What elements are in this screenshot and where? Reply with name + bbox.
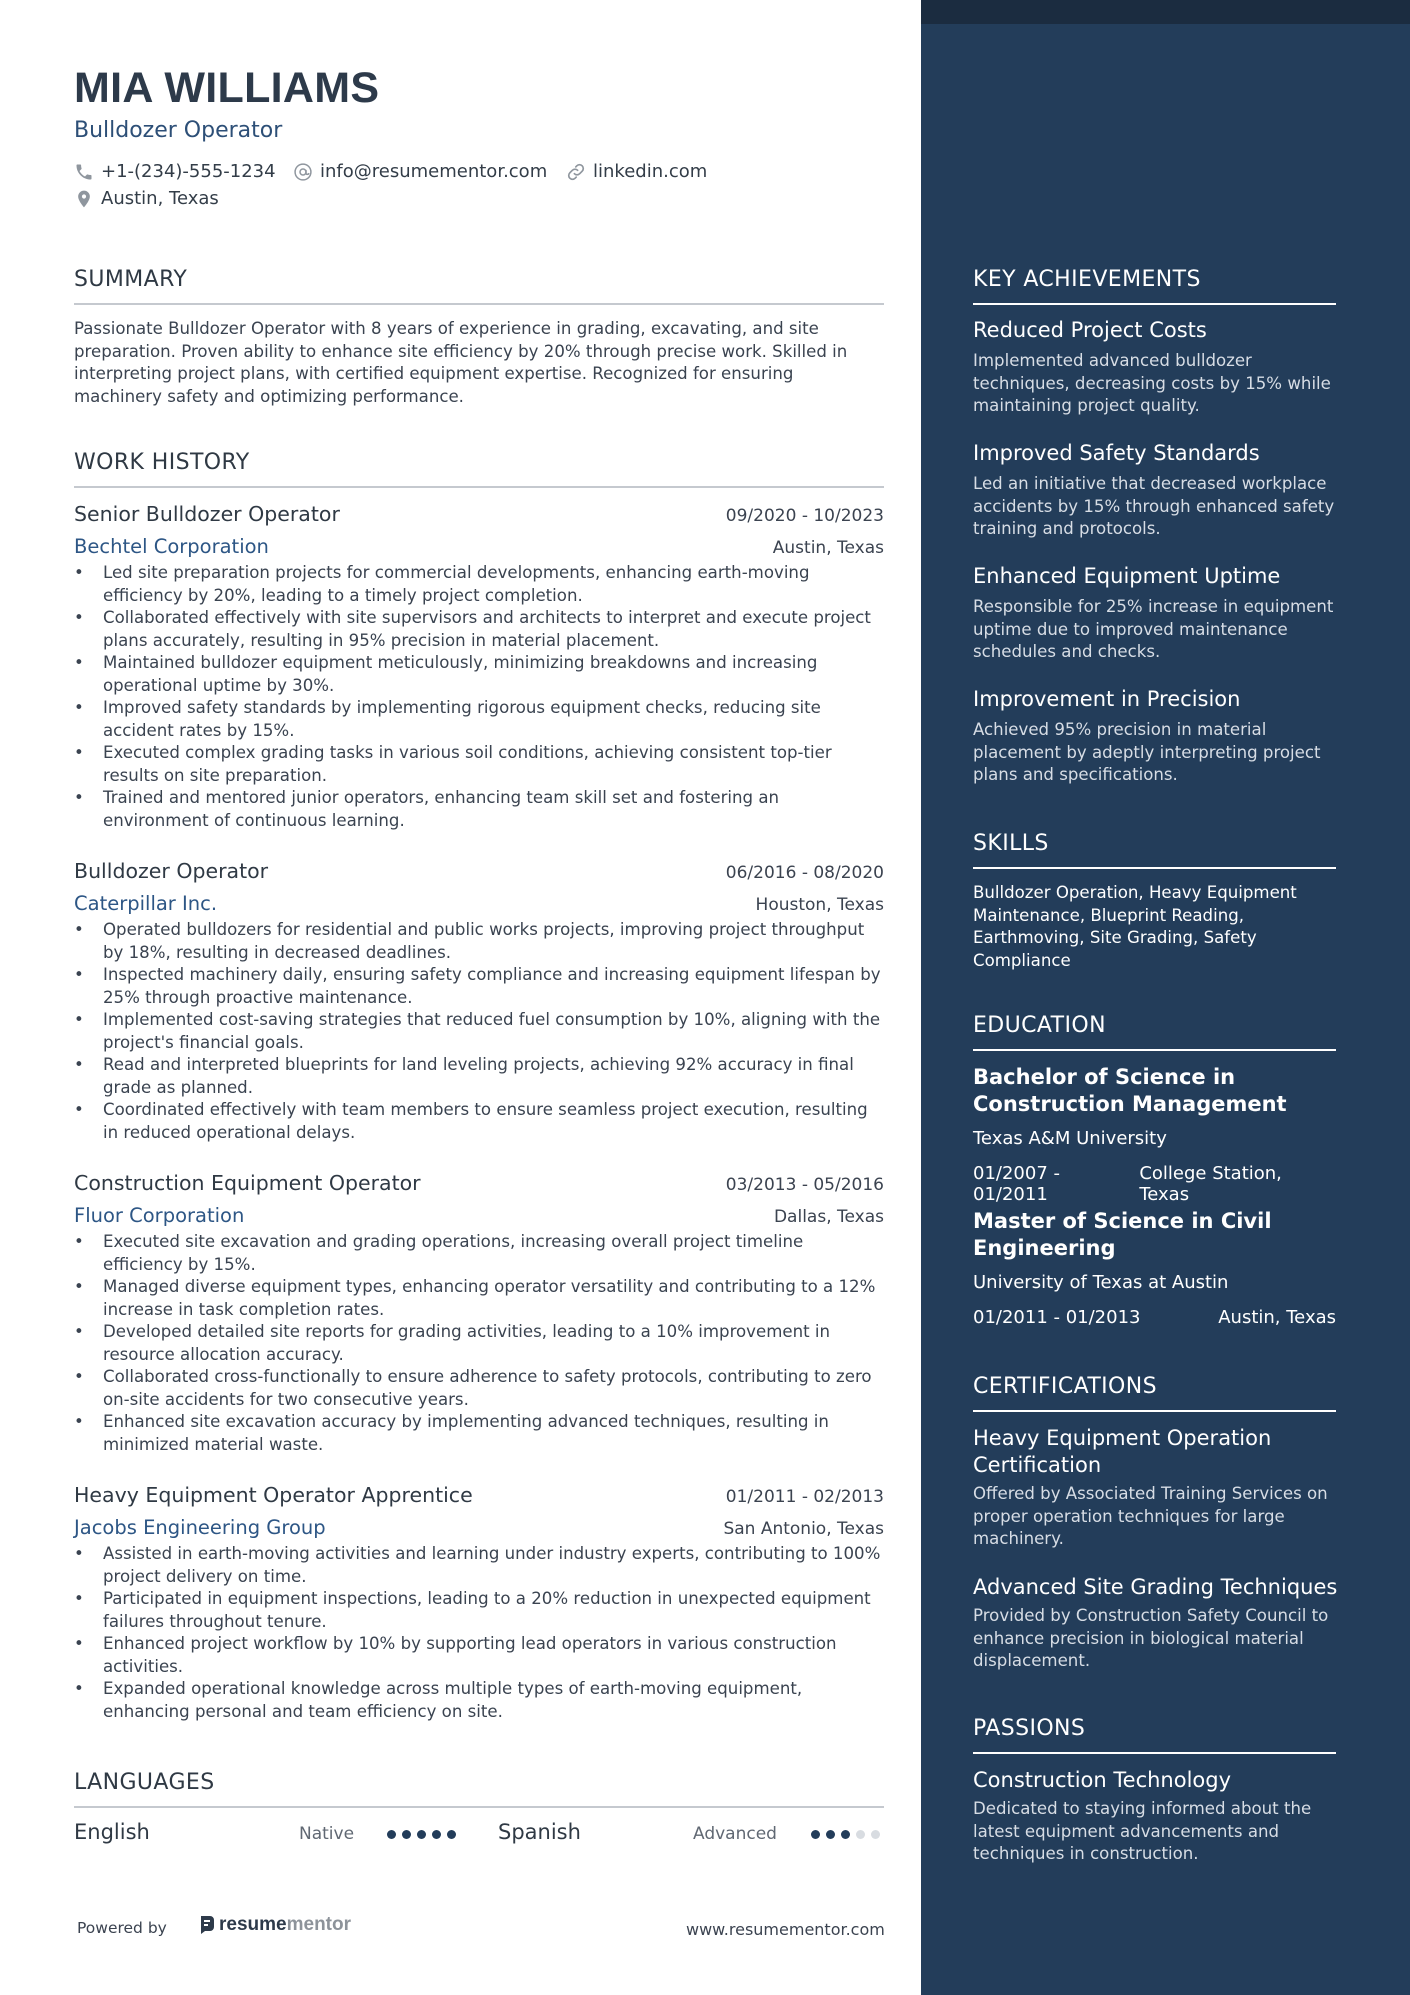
achievement-item: [973, 686, 1343, 787]
work-history-heading: WORK HISTORY: [74, 450, 884, 488]
rating-dots: [811, 1830, 880, 1839]
summary-text: Passionate Bulldozer Operator with 8 years of experience in grading, excavating, and site preparation. Proven ability to enhance site efficiency by 20% through precise work. Skilled in interpreting project plans, with certified equipment expertise. Recognized for ensuring machinery safety and optimizing performance.: [74, 319, 848, 406]
job-title: Heavy Equipment Operator Apprentice: [74, 1483, 473, 1507]
job-bullet: • Collaborated cross-functionally to ensure adherence to safety protocols, contributing to zero on-site accidents for two consecutive years.: [74, 1366, 884, 1411]
certification-item: [973, 1425, 1333, 1551]
education-dates: 01/2007 - 01/2011: [973, 1163, 1060, 1205]
education-degree: Master of Science in Civil Engineering: [973, 1209, 1272, 1260]
certification-title: Heavy Equipment Operation Certification: [973, 1426, 1272, 1477]
contact-location: [74, 188, 219, 209]
job-bullets: [74, 1231, 884, 1456]
education-location: College Station, Texas: [1139, 1163, 1282, 1205]
passions-heading: PASSIONS: [973, 1716, 1336, 1754]
rating-dot-filled: [432, 1830, 441, 1839]
education-heading: EDUCATION: [973, 1013, 1336, 1051]
job-bullets: [74, 1543, 884, 1723]
language-name: English: [74, 1820, 150, 1844]
job-bullet: • Enhanced site excavation accuracy by implementing advanced techniques, resulting in minimized material waste.: [74, 1411, 884, 1456]
candidate-role: Bulldozer Operator: [74, 118, 283, 143]
contact-linkedin[interactable]: [566, 161, 707, 182]
job-entry: [74, 859, 884, 1144]
language-rating: [387, 1830, 456, 1839]
achievement-text: Achieved 95% precision in material placement by adeptly interpreting project plans and specifications.: [973, 720, 1321, 784]
job-entry: [74, 1171, 884, 1456]
phone-icon: [74, 162, 94, 182]
job-bullet: • Improved safety standards by implementing rigorous equipment checks, reducing site accident rates by 15%.: [74, 697, 884, 742]
logo-text-mentor: mentor: [286, 1914, 352, 1935]
achievement-title: Reduced Project Costs: [973, 318, 1207, 342]
job-bullets: [74, 919, 884, 1144]
achievement-item: [973, 317, 1343, 418]
job-dates: 01/2011 - 02/2013: [725, 1487, 884, 1507]
passion-text: Dedicated to staying informed about the latest equipment advancements and techniques in construction.: [973, 1799, 1312, 1863]
rating-dot-empty: [856, 1830, 865, 1839]
skills-text: Bulldozer Operation, Heavy Equipment Maintenance, Blueprint Reading, Earthmoving, Site Grading, Safety Compliance: [973, 883, 1297, 970]
language-item: [74, 1820, 150, 1844]
job-location: Austin, Texas: [772, 538, 884, 558]
education-location: Austin, Texas: [1218, 1307, 1336, 1328]
job-bullet: • Participated in equipment inspections, leading to a 20% reduction in unexpected equipment failures throughout tenure.: [74, 1588, 884, 1633]
job-dates: 06/2016 - 08/2020: [725, 863, 884, 883]
job-bullet: • Inspected machinery daily, ensuring safety compliance and increasing equipment lifespan by 25% through proactive maintenance.: [74, 964, 884, 1009]
job-bullet: • Expanded operational knowledge across multiple types of earth-moving equipment, enhancing personal and team efficiency on site.: [74, 1678, 884, 1723]
rating-dot-filled: [811, 1830, 820, 1839]
education-school: Texas A&M University: [973, 1128, 1167, 1149]
rating-dot-filled: [841, 1830, 850, 1839]
education-item: [973, 1064, 1336, 1205]
location-text: Austin, Texas: [101, 188, 219, 209]
certification-text: Provided by Construction Safety Council to enhance precision in biological material displacement.: [973, 1606, 1329, 1670]
logo-text-resume: resume: [219, 1914, 287, 1935]
resumementor-logo[interactable]: [199, 1914, 351, 1936]
education-school: University of Texas at Austin: [973, 1272, 1229, 1293]
job-bullet: • Collaborated effectively with site supervisors and architects to interpret and execute project plans accurately, resulting in 95% precision in material placement.: [74, 607, 884, 652]
job-location: San Antonio, Texas: [723, 1519, 884, 1539]
job-title: Construction Equipment Operator: [74, 1171, 421, 1195]
achievement-title: Improved Safety Standards: [973, 441, 1260, 465]
candidate-name: MIA WILLIAMS: [74, 64, 380, 112]
job-bullet: • Executed site excavation and grading operations, increasing overall project timeline efficiency by 15%.: [74, 1231, 884, 1276]
certification-item: [973, 1574, 1343, 1673]
rating-dot-empty: [871, 1830, 880, 1839]
language-name: Spanish: [498, 1820, 581, 1844]
email-text: info@resumementor.com: [320, 161, 548, 182]
job-bullet: • Operated bulldozers for residential and public works projects, improving project throughput by 18%, resulting in decreased deadlines.: [74, 919, 884, 964]
achievements-heading: KEY ACHIEVEMENTS: [973, 267, 1336, 305]
job-dates: 09/2020 - 10/2023: [725, 506, 884, 526]
job-title: Bulldozer Operator: [74, 859, 269, 883]
job-location: Houston, Texas: [755, 895, 884, 915]
job-bullet: • Enhanced project workflow by 10% by supporting lead operators in various construction activities.: [74, 1633, 884, 1678]
achievement-text: Responsible for 25% increase in equipment uptime due to improved maintenance schedules and checks.: [973, 597, 1334, 661]
job-title: Senior Bulldozer Operator: [74, 502, 340, 526]
education-dates: 01/2011 - 01/2013: [973, 1307, 1141, 1328]
language-level: Advanced: [693, 1824, 777, 1844]
job-company: Caterpillar Inc.: [74, 892, 218, 915]
contact-phone[interactable]: [74, 161, 276, 182]
rating-dot-filled: [826, 1830, 835, 1839]
rating-dot-filled: [417, 1830, 426, 1839]
job-bullet: • Developed detailed site reports for grading activities, leading to a 10% improvement in resource allocation accuracy.: [74, 1321, 884, 1366]
education-item: [973, 1208, 1336, 1328]
rating-dots: [387, 1830, 456, 1839]
job-company: Bechtel Corporation: [74, 535, 269, 558]
achievement-title: Enhanced Equipment Uptime: [973, 564, 1281, 588]
linkedin-text: linkedin.com: [593, 161, 708, 182]
contact-email[interactable]: [293, 161, 547, 182]
language-level-wrap: [693, 1824, 777, 1844]
job-bullets: [74, 562, 884, 832]
language-level: Native: [299, 1824, 355, 1844]
powered-by-label: Powered by: [77, 1919, 167, 1937]
rating-dot-filled: [402, 1830, 411, 1839]
education-degree: Bachelor of Science in Construction Management: [973, 1065, 1287, 1116]
job-bullet: • Read and interpreted blueprints for land leveling projects, achieving 92% accuracy in final grade as planned.: [74, 1054, 884, 1099]
logo-mark-icon: [199, 1915, 215, 1935]
footer-website-link[interactable]: www.resumementor.com: [686, 1920, 885, 1939]
job-bullet: • Executed complex grading tasks in various soil conditions, achieving consistent top-tier results on site preparation.: [74, 742, 884, 787]
job-bullet: • Maintained bulldozer equipment meticulously, minimizing breakdowns and increasing operational uptime by 30%.: [74, 652, 884, 697]
at-sign-icon: [293, 162, 313, 182]
job-entry: [74, 1483, 884, 1723]
achievement-item: [973, 440, 1343, 541]
job-company: Fluor Corporation: [74, 1204, 245, 1227]
languages-heading: LANGUAGES: [74, 1770, 884, 1808]
rating-dot-filled: [447, 1830, 456, 1839]
job-bullet: • Coordinated effectively with team members to ensure seamless project execution, resulting in reduced operational delays.: [74, 1099, 884, 1144]
certification-title: Advanced Site Grading Techniques: [973, 1575, 1338, 1599]
language-item: [498, 1820, 581, 1844]
achievement-text: Implemented advanced bulldozer techniques, decreasing costs by 15% while maintaining project quality.: [973, 351, 1331, 415]
summary-heading: SUMMARY: [74, 267, 884, 305]
passion-item: [973, 1767, 1343, 1866]
achievement-title: Improvement in Precision: [973, 687, 1241, 711]
passion-title: Construction Technology: [973, 1768, 1232, 1792]
job-location: Dallas, Texas: [773, 1207, 884, 1227]
achievement-item: [973, 563, 1343, 664]
job-bullet: • Trained and mentored junior operators, enhancing team skill set and fostering an environment of continuous learning.: [74, 787, 884, 832]
job-company: Jacobs Engineering Group: [74, 1516, 326, 1539]
job-bullet: • Assisted in earth-moving activities and learning under industry experts, contributing to 100% project delivery on time.: [74, 1543, 884, 1588]
job-bullet: • Implemented cost-saving strategies that reduced fuel consumption by 10%, aligning with the project's financial goals.: [74, 1009, 884, 1054]
job-dates: 03/2013 - 05/2016: [725, 1175, 884, 1195]
language-level-wrap: [299, 1824, 354, 1844]
achievement-text: Led an initiative that decreased workplace accidents by 15% through enhanced safety training and protocols.: [973, 474, 1335, 538]
job-bullet: • Led site preparation projects for commercial developments, enhancing earth-moving efficiency by 20%, leading to a timely project completion.: [74, 562, 884, 607]
map-pin-icon: [74, 189, 94, 209]
job-bullet: • Managed diverse equipment types, enhancing operator versatility and contributing to a 12% increase in task completion rates.: [74, 1276, 884, 1321]
skills-heading: SKILLS: [973, 831, 1336, 869]
rating-dot-filled: [387, 1830, 396, 1839]
link-icon: [566, 162, 586, 182]
job-entry: [74, 502, 884, 832]
certifications-heading: CERTIFICATIONS: [973, 1374, 1336, 1412]
certification-text: Offered by Associated Training Services on proper operation techniques for large machinery.: [973, 1484, 1328, 1548]
phone-text: +1-(234)-555-1234: [101, 161, 276, 182]
sidebar-top-band: [921, 0, 1410, 24]
language-rating: [811, 1830, 880, 1839]
